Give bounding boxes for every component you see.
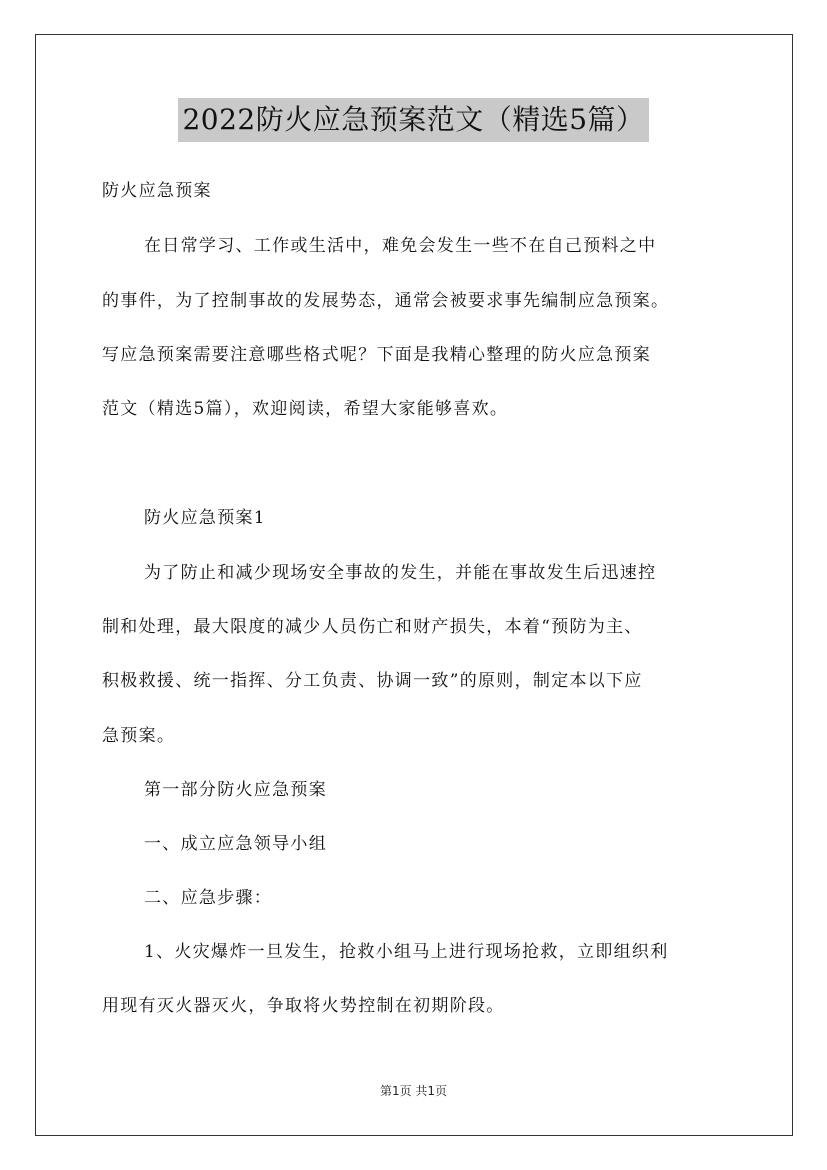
- paragraph-line: 急预案。: [102, 726, 176, 746]
- intro-heading: 防火应急预案: [102, 181, 212, 201]
- paragraph-line: 制和处理，最大限度的减少人员伤亡和财产损失，本着“预防为主、: [102, 617, 643, 637]
- paragraph-line: 用现有灭火器灭火，争取将火势控制在初期阶段。: [102, 996, 505, 1016]
- paragraph-line: 写应急预案需要注意哪些格式呢？下面是我精心整理的防火应急预案: [102, 345, 651, 365]
- paragraph-line: 范文（精选5篇），欢迎阅读，希望大家能够喜欢。: [102, 399, 509, 419]
- paragraph-line: 的事件，为了控制事故的发展势态，通常会被要求事先编制应急预案。: [102, 291, 670, 311]
- paragraph-line: 积极救援、统一指挥、分工负责、协调一致”的原则，制定本以下应: [102, 671, 643, 691]
- title-container: [0, 98, 827, 142]
- subheading: 二、应急步骤：: [144, 888, 273, 908]
- subheading: 一、成立应急领导小组: [144, 834, 327, 854]
- paragraph-line: 为了防止和减少现场安全事故的发生，并能在事故发生后迅速控: [144, 563, 657, 583]
- paragraph-line: 在日常学习、工作或生活中，难免会发生一些不在自己预料之中: [144, 236, 657, 256]
- paragraph-line: 1、火灾爆炸一旦发生，抢救小组马上进行现场抢救，立即组织利: [144, 942, 669, 962]
- page-footer: 第1页 共1页: [379, 1084, 448, 1098]
- part-heading: 第一部分防火应急预案: [144, 780, 327, 800]
- document-title: 2022防火应急预案范文（精选5篇）: [178, 98, 648, 142]
- section-heading: 防火应急预案1: [144, 508, 266, 528]
